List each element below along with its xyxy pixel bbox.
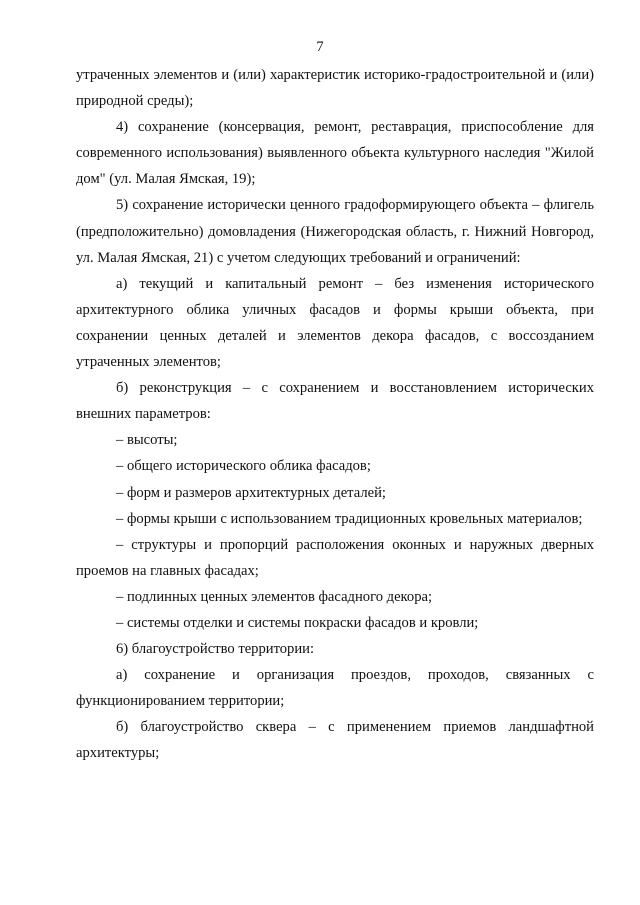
list-item-finishing-systems: – системы отделки и системы покраски фасадов и кровли; <box>116 614 479 631</box>
paragraph-subitem-a-repair: а) текущий и капитальный ремонт – без изменения исторического архитектурного облика уличных фасадов и формы крыши объекта, при сохранении ценных деталей и элементов декора фасадов, с воссозданием утраченных элементов; <box>76 275 594 371</box>
paragraph-subitem-b-reconstruction: б) реконструкция – с сохранением и восстановлением исторических внешних параметров: <box>76 380 594 423</box>
paragraph-subitem-b-square: б) благоустройство сквера – с применением приемов ландшафтной архитектуры; <box>76 719 594 762</box>
paragraph-item-6: 6) благоустройство территории: <box>116 641 315 658</box>
paragraph-item-5: 5) сохранение исторически ценного градоформирующего объекта – флигель (предположительно) домовладения (Нижегородская область, г. Нижний Новгород, ул. Малая Ямская, 21) с учетом следующих требований и ограничений: <box>76 197 594 266</box>
paragraph-subitem-a-passages: а) сохранение и организация проездов, проходов, связанных с функционированием территории; <box>76 667 594 710</box>
paragraph-item-4: 4) сохранение (консервация, ремонт, реставрация, приспособление для современного использования) выявленного объекта культурного наследия "Жилой дом" (ул. Малая Ямская, 19); <box>76 119 594 188</box>
paragraph-continuation: утраченных элементов и (или) характеристик историко-градостроительной и (или) природной среды); <box>76 67 594 110</box>
list-item-height: – высоты; <box>116 432 178 449</box>
list-item-facade-appearance: – общего исторического облика фасадов; <box>116 458 371 475</box>
list-item-openings-structure: – структуры и пропорций расположения оконных и наружных дверных проемов на главных фасадах; <box>76 536 594 579</box>
list-item-facade-decor: – подлинных ценных элементов фасадного декора; <box>116 588 433 605</box>
document-body <box>76 62 594 767</box>
list-item-architectural-details: – форм и размеров архитектурных деталей; <box>116 484 386 501</box>
list-item-roof-form: – формы крыши с использованием традиционных кровельных материалов; <box>116 510 583 527</box>
page-number: 7 <box>316 39 324 55</box>
